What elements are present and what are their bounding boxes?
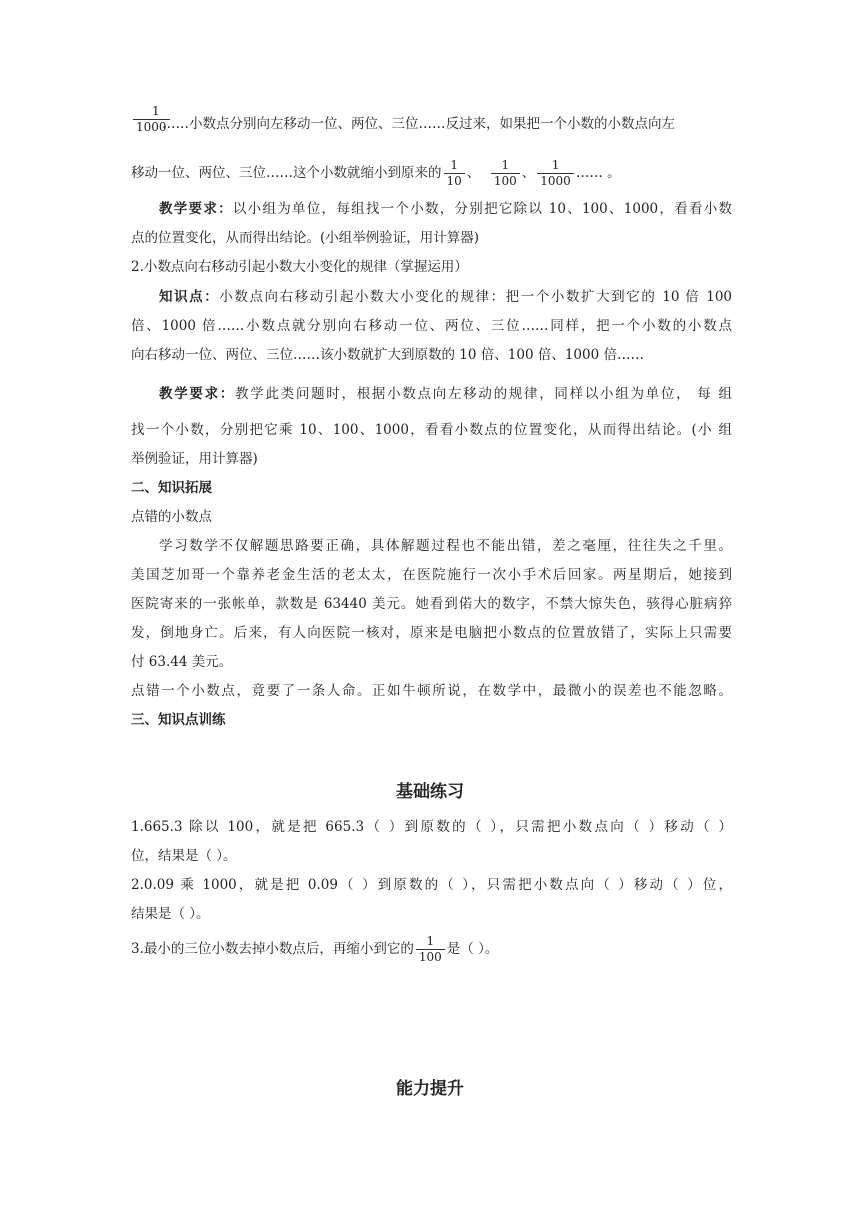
fraction-1-10 — [444, 158, 465, 189]
fraction-numerator: 1 — [426, 934, 435, 948]
story-line-2 — [131, 565, 732, 585]
q1-line-1 — [131, 817, 732, 837]
story-text-1: 学习数学不仅解题思路要正确，具体解题过程也不能出错，差之毫厘，往往失之千里。 — [159, 538, 732, 554]
fraction-numerator: 1 — [551, 158, 560, 172]
item2-line-2 — [131, 316, 732, 336]
fraction-numerator: 1 — [450, 158, 458, 172]
q3-line — [131, 932, 732, 966]
q3-text-pre: 3.最小的三位小数去掉小数点后，再缩小到它的 — [131, 941, 414, 957]
item2-label: 知识点： — [159, 289, 220, 305]
req2-line-3 — [131, 449, 732, 469]
item2-title — [131, 257, 732, 277]
item2-line-1 — [159, 287, 732, 307]
fraction-numerator: 1 — [151, 104, 160, 118]
fraction-1-100 — [491, 158, 520, 189]
req1-text-1: 以小组为单位，每组找一个小数，分别把它除以 10、100、1000，看看小数 — [232, 201, 733, 217]
intro-line-2-text: 移动一位、两位、三位……这个小数就缩小到原来的 — [131, 165, 442, 181]
story-line-3 — [131, 594, 732, 614]
intro-line-1 — [162, 114, 732, 134]
q2-line-2 — [131, 904, 732, 924]
story-line-4 — [131, 623, 732, 643]
item2-text-1: 小数点向右移动引起小数大小变化的规律：把一个小数扩大到它的 10 倍 100 — [219, 289, 732, 305]
story-text-5: 付 63.44 美元。 — [131, 654, 233, 670]
req1-label: 教学要求： — [159, 201, 233, 217]
q2-line-1 — [131, 875, 732, 895]
intro-line-1-text: ……小数点分别向左移动一位、两位、三位……反过来，如果把一个小数的小数点向左 — [162, 116, 675, 132]
fraction-denominator: 1000 — [537, 173, 574, 189]
story-title-text: 点错的小数点 — [131, 509, 212, 525]
advanced-title-text: 能力提升 — [396, 1079, 464, 1099]
item2-title-text: 2.小数点向右移动引起小数大小变化的规律（掌握运用） — [131, 259, 468, 275]
fraction-denominator: 10 — [444, 173, 465, 189]
fraction-denominator: 100 — [491, 173, 520, 189]
story-conclusion-text: 点错一个小数点，竟要了一条人命。正如牛顿所说，在数学中，最微小的误差也不能忽略。 — [131, 683, 732, 699]
section2-heading-text: 二、知识拓展 — [131, 480, 212, 496]
item2-line-3 — [131, 345, 732, 365]
req1-line-1 — [159, 199, 732, 219]
story-text-3: 医院寄来的一张帐单，款数是 63440 美元。她看到偌大的数字，不禁大惊失色，骇得心脏病猝 — [131, 596, 732, 612]
q3-text-post: 是（ ）。 — [446, 941, 499, 957]
req2-label: 教学要求： — [159, 386, 236, 402]
req2-line-1 — [159, 384, 732, 404]
section3-heading — [131, 710, 732, 730]
fraction-numerator: 1 — [501, 158, 510, 172]
q1-text-1: 1.665.3 除以 100，就是把 665.3（ ）到原数的（ ），只需把小数点向（ ）移动（ ） — [131, 819, 732, 835]
req2-text-1: 教学此类问题时，根据小数点向左移动的规律，同样以小组为单位， 每 组 — [235, 386, 732, 402]
separator: 、 — [466, 165, 481, 181]
intro-line-2 — [131, 156, 732, 190]
req2-text-3: 举例验证，用计算器) — [131, 451, 258, 467]
story-title — [131, 507, 732, 527]
basic-practice-title-text: 基础练习 — [396, 782, 464, 802]
q2-text-2: 结果是（ ）。 — [131, 906, 210, 922]
basic-practice-title — [0, 777, 860, 802]
separator: 、 — [521, 165, 536, 181]
section2-heading — [131, 478, 732, 498]
fraction-denominator: 1000 — [133, 119, 170, 135]
q2-text-1: 2.0.09 乘 1000，就是把 0.09（ ）到原数的（ ），只需把小数点向（ ）移动（ ）位， — [131, 877, 732, 893]
q1-line-2 — [131, 846, 732, 866]
req1-text-2: 点的位置变化，从而得出结论。(小组举例验证，用计算器) — [131, 230, 480, 246]
story-conclusion — [131, 681, 732, 701]
req1-line-2 — [131, 228, 732, 248]
fraction-denominator: 100 — [416, 949, 445, 965]
item2-text-2: 倍、1000 倍……小数点就分别向右移动一位、两位、三位……同样，把一个小数的小数点 — [131, 318, 732, 334]
fraction-1-100-q3 — [416, 934, 445, 965]
story-text-4: 发，倒地身亡。后来，有人向医院一核对，原来是电脑把小数点的位置放错了，实际上只需要 — [131, 625, 732, 641]
req2-line-2 — [131, 420, 732, 440]
story-line-1 — [159, 536, 732, 556]
intro-line-2-end: …… 。 — [575, 165, 621, 181]
section3-heading-text: 三、知识点训练 — [131, 712, 226, 728]
advanced-title — [0, 1074, 860, 1099]
story-text-2: 美国芝加哥一个靠养老金生活的老太太，在医院施行一次小手术后回家。两星期后，她接到 — [131, 567, 732, 583]
item2-text-3: 向右移动一位、两位、三位……该小数就扩大到原数的 10 倍、100 倍、1000 倍…… — [131, 347, 644, 363]
q1-text-2: 位，结果是（ ）。 — [131, 848, 237, 864]
story-line-5 — [131, 652, 732, 672]
req2-text-2: 找一个小数，分别把它乘 10、100、1000，看看小数点的位置变化，从而得出结论。(小 组 — [131, 422, 732, 438]
fraction-1-1000-b — [537, 158, 574, 189]
